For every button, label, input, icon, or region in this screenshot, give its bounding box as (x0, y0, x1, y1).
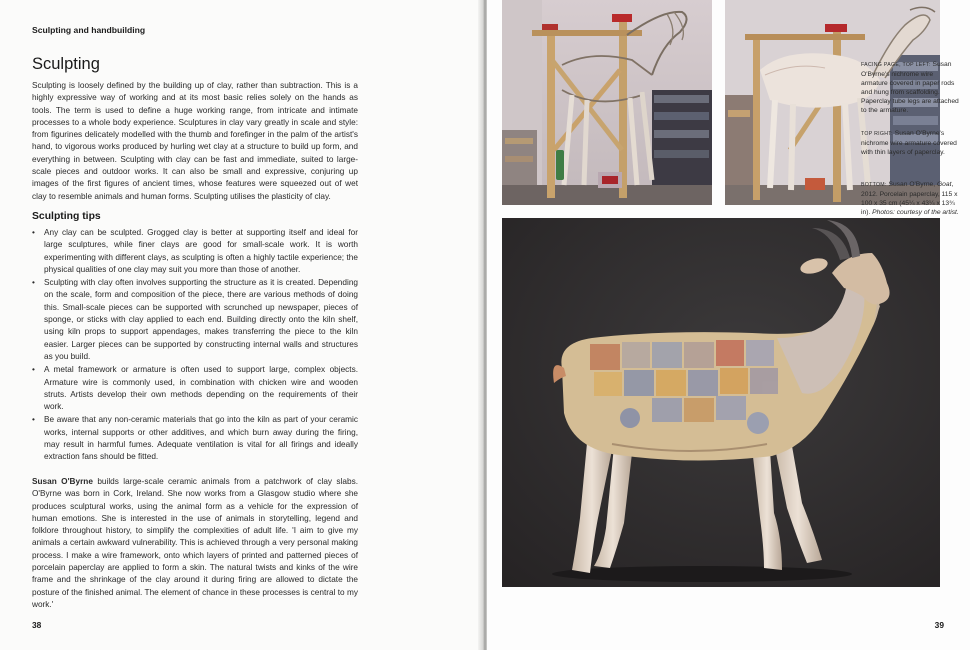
bullet-icon: • (32, 415, 35, 425)
right-page (487, 0, 970, 650)
tips-heading: Sculpting tips (32, 211, 101, 222)
wire-armature-photo (502, 0, 712, 205)
tip-item (32, 227, 358, 276)
caption-text: , 2012. Porcelain paperclay, 115 x 100 x 35 cm (45¼ x 43¼ x 13¾ in). (861, 181, 958, 217)
caption-label: BOTTOM: (861, 182, 887, 188)
page-title: Sculpting (32, 55, 100, 73)
bullet-icon: • (32, 228, 35, 237)
tip-text: Sculpting with clay often involves supporting the structure as it is created. Depending on the scale, form and composition of the piece, there are various methods of doing this. Small-scale pieces can be supported with scrunched up newspaper, pieces of sponge, or sticks with clay applied to each end. Building directly onto the kiln shelf, using kiln props to support appendages, makes transferring the piece to the kiln easier. Larger pieces can be supported by constructing internal walls and structures as you build. (44, 278, 358, 361)
tip-text: A metal framework or armature is often used to support large, complex objects. Armature wire is commonly used, in combination with chicken wire and wooden struts. Artists develop their own methods depending on the requirements of their work. (44, 365, 358, 412)
caption-label: TOP RIGHT: (861, 131, 893, 137)
caption-label: FACING PAGE, TOP LEFT: (861, 62, 931, 68)
running-head: Sculpting and handbuilding (32, 25, 146, 35)
artwork-title: Goat (936, 181, 952, 188)
bullet-icon: • (32, 365, 35, 375)
tip-text: Any clay can be sculpted. Grogged clay is better at supporting itself and ideal for large sculptures, while finer clays are good for small-scale work. It is worth experimenting with different clays, as sculpting is often a highly tactile experience; the physical qualities of one clay may suit you more than those of another. (44, 228, 358, 274)
page-number-right: 39 (934, 620, 944, 630)
caption-text: Susan O'Byrne, (886, 181, 937, 188)
tips-list (32, 227, 358, 465)
tip-item (32, 364, 358, 413)
caption-bottom (861, 180, 959, 217)
caption-top-right (861, 129, 959, 157)
artist-text: builds large-scale ceramic animals from a patchwork of clay slabs. O'Byrne was born in Cork, Ireland. She now works from a Glasgow studio where she produces sculptural works, using the animal form as a vehicle for the expression of human emotions. She is interested in the use of animals in storytelling, legend and folklore throughout history, to simplify the complexities of adult life. 'I aim to give my animals a certain awkward vulnerability. This is achieved through a very personal making process. I make a wire framework, onto which layers of printed and patterned pieces of porcelain paperclay are applied to form a skin. The natural twists and kinks of the wire frame and the shrinkage of the clay around it during firing are allowed to dictate the posture of the finished animal. The element of chance in these processes is central to my work.' (32, 477, 358, 609)
photo-credit: Photos: courtesy of the artist. (872, 209, 959, 217)
tip-item (32, 414, 358, 463)
left-page (0, 0, 484, 650)
tip-text: Be aware that any non-ceramic materials that go into the kiln as part of your ceramic works, internal supports or other additives, and which burn away during the firing, may result in harmful fumes. Adequate ventilation is vital for all firings and ideally extraction fans should be fitted. (44, 415, 358, 462)
tip-item (32, 277, 358, 363)
goat-sculpture-photo (502, 218, 940, 587)
bullet-icon: • (32, 278, 35, 288)
caption-text: Susan O'Byrne's nichrome wire armature covered in paper rods and hung from scaffolding. Paperclay tube legs are attached to the armature. (861, 61, 959, 115)
caption-top-left (861, 60, 959, 116)
intro-paragraph: Sculpting is loosely defined by the building up of clay, rather than subtraction. This is a highly expressive way of working and at its most basic relies solely on the hands as tools. The term is used to define a huge working range, from intricate and intimate processes to a whole body experience. Sculptures in clay vary greatly in scale and style: from figurines delicately modelled with the thumb and forefinger in the palm of the artist's hand, to vigorous works produced by hurling wet clay at a structure to build up form, and everything in between. Sculpting with clay can be fast and immediate, suited to large-scale pieces and outdoor works. It can also be small and expressive, conjuring up images of the first figures of ancient times, whose features were squeezed out of wet clay to resemble animals and human forms. Sculpting utilises the plasticity of clay. (32, 81, 358, 201)
artist-paragraph (32, 476, 358, 611)
artist-name: Susan O'Byrne (32, 477, 93, 486)
page-number-left: 38 (32, 620, 42, 630)
caption-text: Susan O'Byrne's nichrome wire armature covered with thin layers of paperclay. (861, 130, 957, 157)
